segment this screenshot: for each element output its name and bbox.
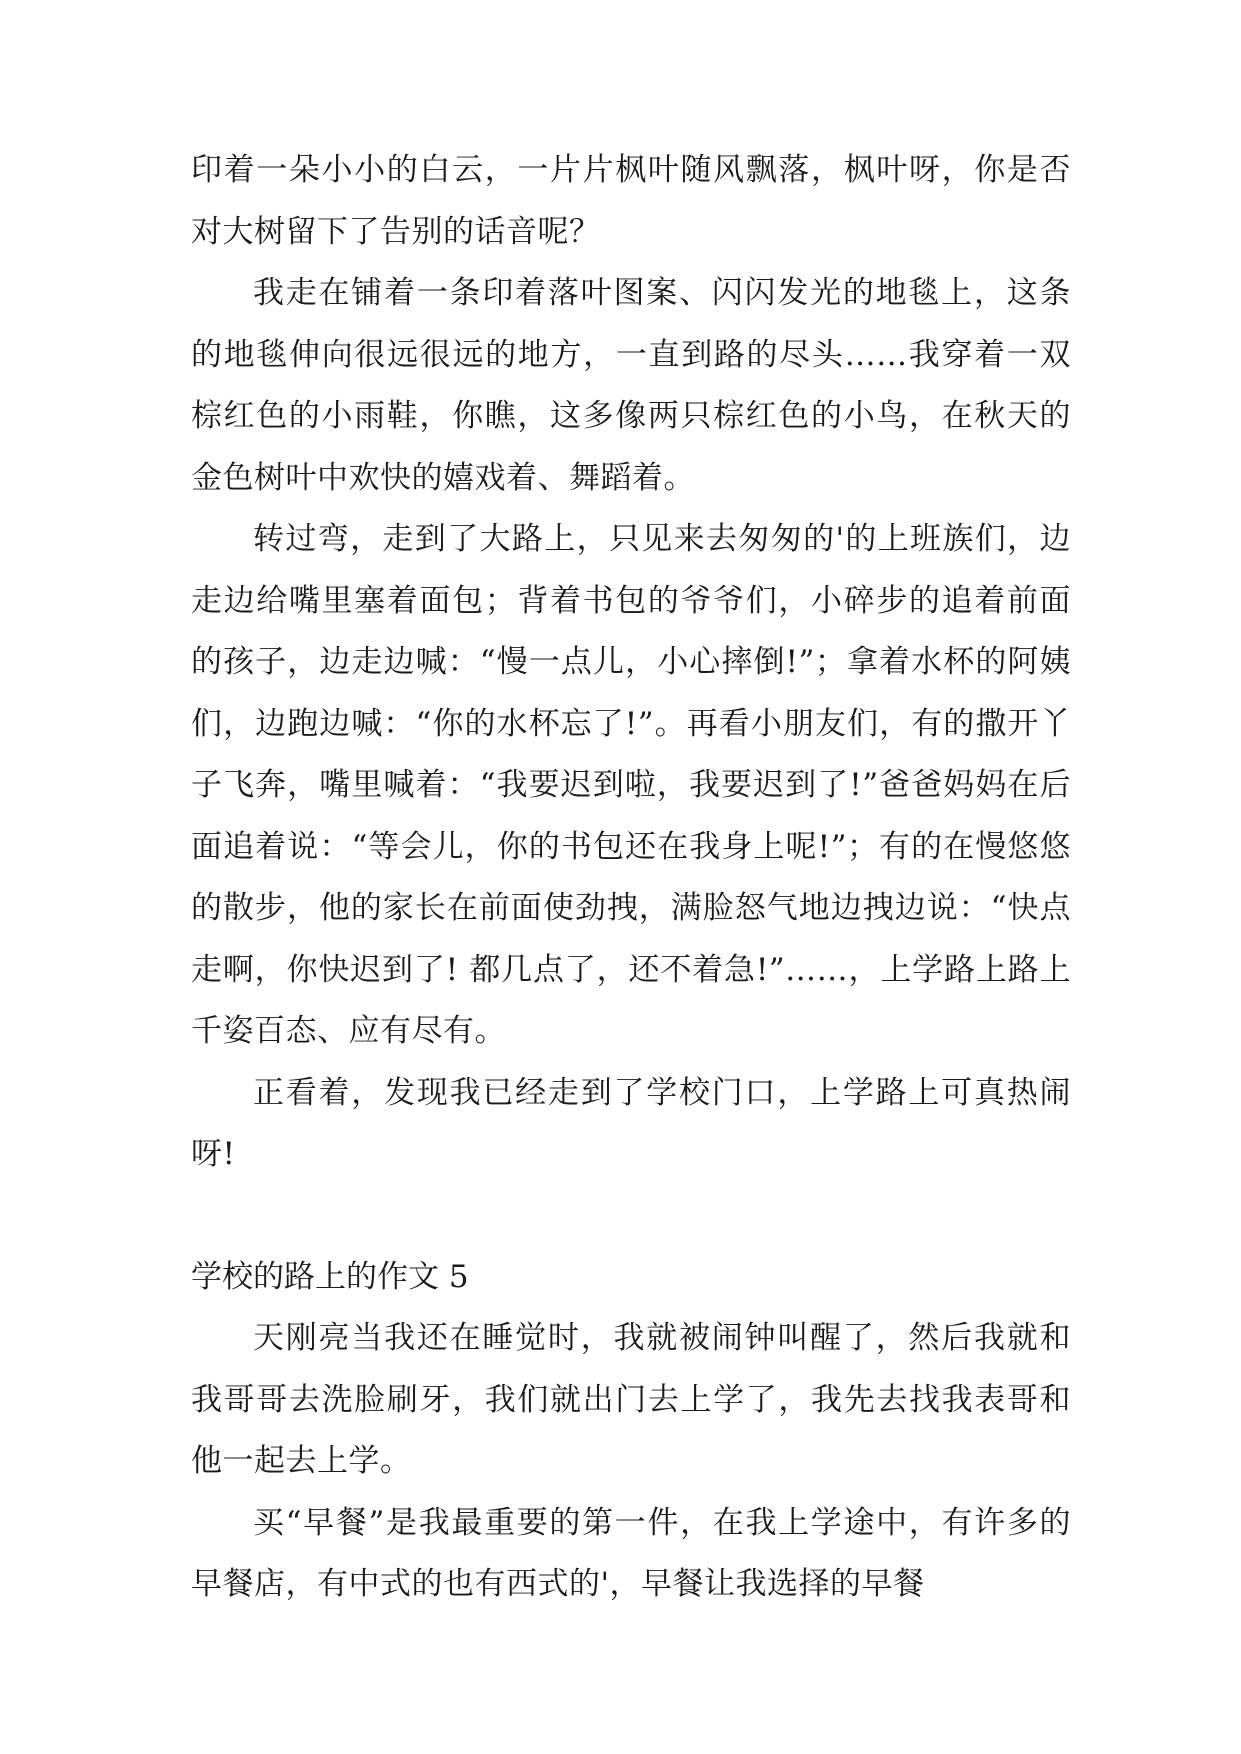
paragraph-autumn-leaves: 印着一朵小小的白云，一片片枫叶随风飘落，枫叶呀，你是否对大树留下了告别的话音呢？ [191, 152, 1071, 250]
essay-title: 学校的路上的作文 5 [191, 1258, 469, 1295]
paragraph-carpet: 我走在铺着一条印着落叶图案、闪闪发光的地毯上，这条的地毯伸向很远很远的地方，一直到路的尽头……我穿着一双棕红色的小雨鞋，你瞧，这多像两只棕红色的小鸟，在秋天的金色树叶中欢快的嬉戏着、舞蹈着。 [191, 275, 1071, 496]
document-page [191, 140, 1071, 1616]
paragraph-breakfast: 买“早餐”是我最重要的第一件，在我上学途中，有许多的早餐店，有中式的也有西式的'，早餐让我选择的早餐 [191, 1504, 1071, 1602]
paragraph-wake-up: 天刚亮当我还在睡觉时，我就被闹钟叫醒了，然后我就和我哥哥去洗脸刷牙，我们就出门去上学了，我先去找我表哥和他一起去上学。 [191, 1320, 1071, 1479]
paragraph-school-gate: 正看着，发现我已经走到了学校门口，上学路上可真热闹呀! [191, 1074, 1071, 1172]
paragraph-busy-road: 转过弯，走到了大路上，只见来去匆匆的'的上班族们，边走边给嘴里塞着面包；背着书包的爷爷们，小碎步的追着前面的孩子，边走边喊：“慢一点儿，小心摔倒!”；拿着水杯的阿姨们，边跑边喊：“你的水杯忘了!”。再看小朋友们，有的撒开丫子飞奔，嘴里喊着：“我要迟到啦，我要迟到了!”爸爸妈妈在后面追着说：“等会儿，你的书包还在我身上呢!”；有的在慢悠悠的散步，他的家长在前面使劲拽，满脸怒气地边拽边说：“快点走啊，你快迟到了! 都几点了，还不着急!”……，上学路上路上千姿百态、应有尽有。 [191, 521, 1071, 1049]
